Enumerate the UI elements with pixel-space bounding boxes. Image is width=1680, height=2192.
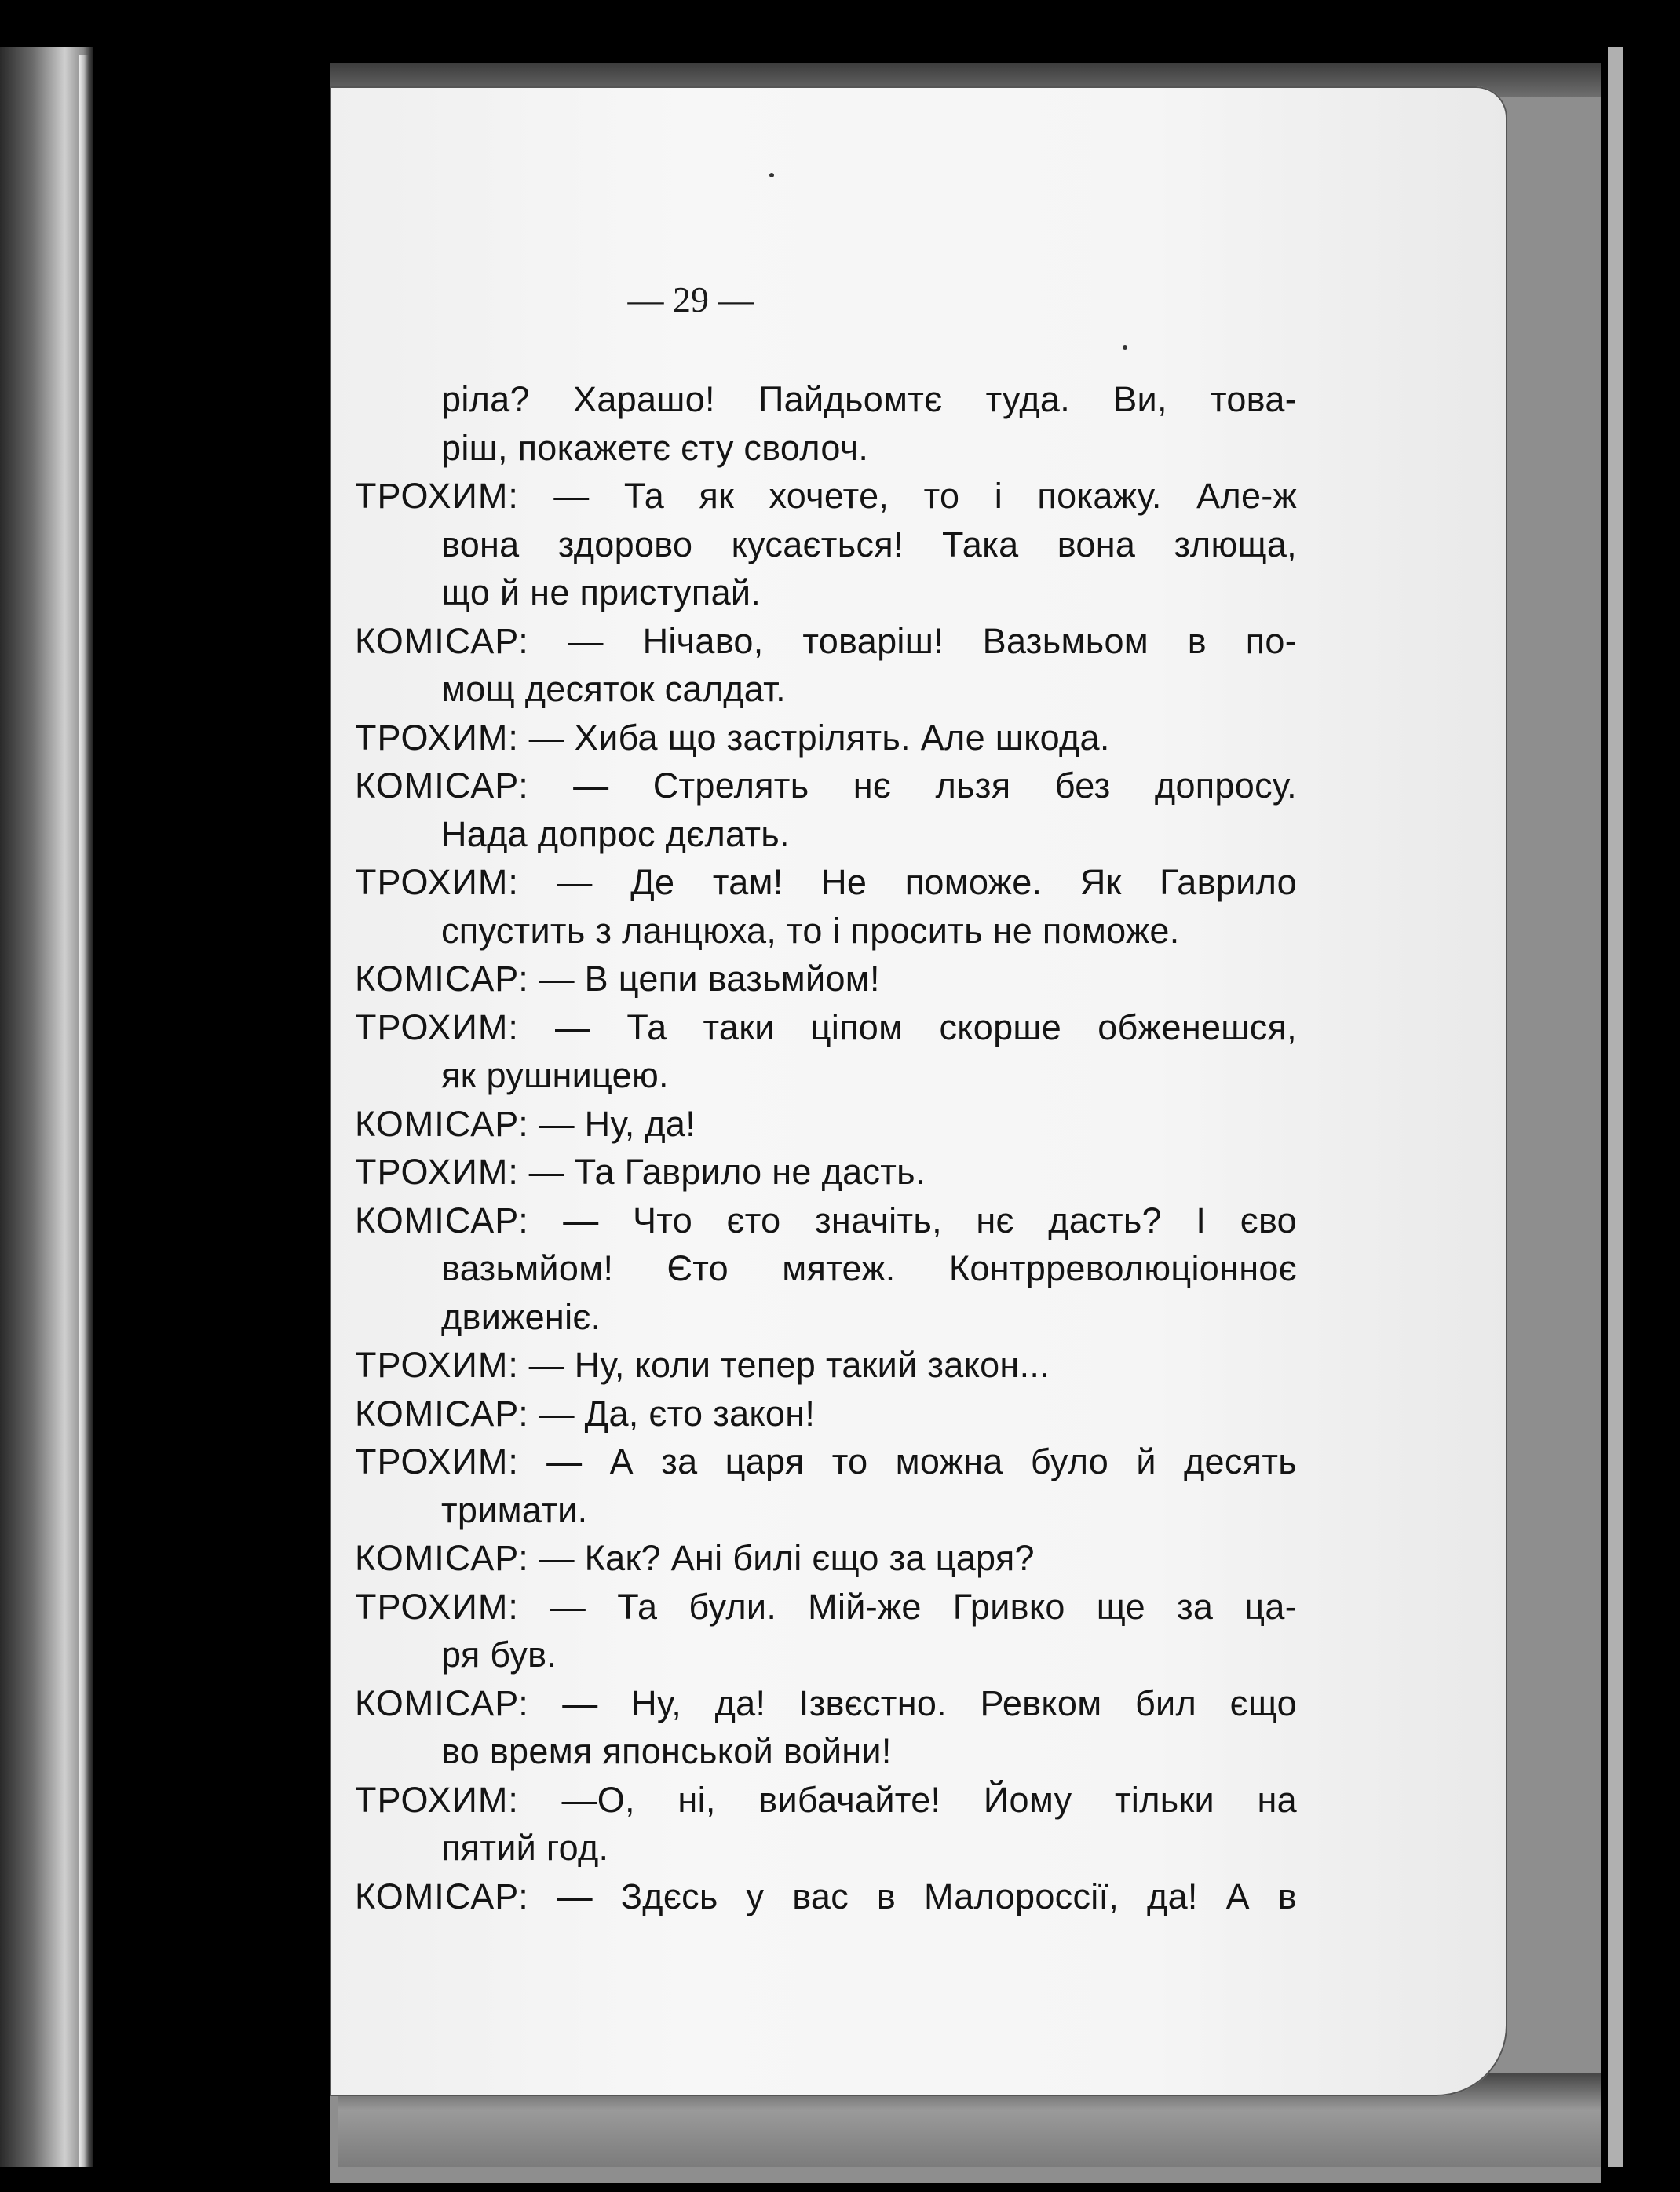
line-text: вазьмйом! Єто мятеж. Контрреволюціонноє: [441, 1248, 1297, 1288]
page-number: [0, 279, 942, 320]
continuation-line: [355, 424, 1297, 473]
line-content: [355, 1390, 1297, 1438]
line-content: [355, 1583, 1297, 1631]
line-content: [441, 1293, 1297, 1342]
speaker-name: ТРОХИМ:: [355, 717, 519, 758]
line-text: — Ну, да!: [539, 1103, 696, 1144]
line-content: [355, 858, 1297, 907]
speaker-name: ТРОХИМ:: [355, 1152, 519, 1192]
line-text: — Де там! Не поможе. Як Гаврило: [557, 862, 1297, 902]
line-content: [355, 1776, 1297, 1825]
line-content: [441, 1727, 1297, 1776]
line-text: — Что єто значіть, нє дасть? І єво: [563, 1200, 1297, 1240]
speaker-name: КОМІСАР:: [355, 620, 529, 661]
speaker-name: КОМІСАР:: [355, 1103, 529, 1144]
line-text: Нада допрос дєлать.: [441, 813, 790, 854]
speech-line: [355, 1872, 1297, 1921]
line-text: движеніє.: [441, 1296, 601, 1337]
speech-line: [355, 472, 1297, 521]
line-content: [355, 1003, 1297, 1052]
continuation-line: [355, 1486, 1297, 1535]
line-content: [355, 1148, 1297, 1196]
speaker-name: ТРОХИМ:: [355, 1779, 519, 1820]
speaker-name: КОМІСАР:: [355, 1682, 529, 1723]
line-text: ря був.: [441, 1635, 557, 1675]
line-text: пятий год.: [441, 1828, 609, 1868]
speaker-name: КОМІСАР:: [355, 1876, 529, 1916]
continuation-line: [355, 1051, 1297, 1100]
line-content: [441, 907, 1297, 955]
page-number-text: — 29 —: [627, 279, 754, 320]
speaker-name: КОМІСАР:: [355, 1393, 529, 1434]
line-text: — Ну, да! Ізвєстно. Ревком бил єщо: [562, 1682, 1297, 1723]
line-content: [441, 424, 1297, 473]
continuation-line: [355, 1824, 1297, 1872]
line-content: [355, 1679, 1297, 1728]
line-text: як рушницею.: [441, 1055, 669, 1095]
line-content: [441, 1631, 1297, 1679]
line-content: [441, 665, 1297, 714]
speaker-name: ТРОХИМ:: [355, 1441, 519, 1481]
line-text: во время японськой войни!: [441, 1731, 892, 1771]
line-text: —О, ні, вибачайте! Йому тільки на: [561, 1779, 1297, 1820]
continuation-line: [355, 1293, 1297, 1342]
continuation-line: [355, 907, 1297, 955]
line-text: — Стрелять нє льзя без допросу.: [573, 765, 1297, 806]
speech-line: [355, 1776, 1297, 1825]
line-text: — Как? Ані билі єщо за царя?: [539, 1538, 1035, 1578]
line-text: — Здєсь у вас в Малороссії, да! А в: [557, 1876, 1297, 1916]
speech-line: [355, 955, 1297, 1003]
speech-line: [355, 617, 1297, 666]
line-text: — Та таки ціпом скорше обженешся,: [554, 1006, 1297, 1047]
line-text: ріла? Харашо! Пайдьомтє туда. Ви, това-: [441, 379, 1297, 419]
speech-line: [355, 1438, 1297, 1486]
line-content: [441, 1244, 1297, 1293]
line-text: тримати.: [441, 1489, 588, 1530]
speech-line: [355, 1196, 1297, 1245]
speech-line: [355, 1100, 1297, 1149]
speaker-name: КОМІСАР:: [355, 765, 529, 806]
line-content: [441, 1824, 1297, 1872]
spine-edge: [79, 55, 89, 2167]
line-text: спустить з ланцюха, то і просить не поможе.: [441, 910, 1180, 951]
play-text-body: [355, 375, 1297, 1920]
continuation-line: [355, 1244, 1297, 1293]
speech-line: [355, 1148, 1297, 1196]
continuation-line: [355, 375, 1297, 424]
speaker-name: ТРОХИМ:: [355, 476, 519, 516]
speech-line: [355, 762, 1297, 810]
line-content: [355, 617, 1297, 666]
line-text: — Нічаво, товаріш! Вазьмьом в по-: [568, 620, 1297, 661]
page-speck: [1123, 345, 1127, 350]
speaker-name: КОМІСАР:: [355, 959, 529, 999]
page-speck: [769, 173, 774, 177]
line-content: [441, 1486, 1297, 1535]
continuation-line: [355, 1727, 1297, 1776]
line-content: [441, 568, 1297, 617]
line-content: [355, 1100, 1297, 1149]
speech-line: [355, 714, 1297, 762]
line-content: [355, 762, 1297, 810]
speech-line: [355, 1390, 1297, 1438]
line-content: [355, 955, 1297, 1003]
line-text: — Та як хочете, то і покажу. Але-ж: [553, 476, 1297, 516]
line-content: [355, 1438, 1297, 1486]
line-content: [355, 472, 1297, 521]
speech-line: [355, 1534, 1297, 1583]
speech-line: [355, 1003, 1297, 1052]
speaker-name: ТРОХИМ:: [355, 1345, 519, 1385]
continuation-line: [355, 665, 1297, 714]
speaker-name: ТРОХИМ:: [355, 1006, 519, 1047]
speech-line: [355, 1679, 1297, 1728]
line-text: — А за царя то можна було й десять: [546, 1441, 1297, 1481]
line-content: [355, 1196, 1297, 1245]
line-text: мощ десяток салдат.: [441, 669, 786, 709]
speaker-name: КОМІСАР:: [355, 1538, 529, 1578]
line-text: — Хиба що застрілять. Але шкода.: [528, 717, 1110, 758]
line-text: — Та Гаврило не дасть.: [528, 1152, 926, 1192]
line-content: [441, 375, 1297, 424]
line-content: [355, 1341, 1297, 1390]
line-text: що й не приступай.: [441, 572, 761, 612]
line-content: [441, 521, 1297, 569]
continuation-line: [355, 521, 1297, 569]
continuation-line: [355, 1631, 1297, 1679]
line-content: [441, 1051, 1297, 1100]
line-text: — Та були. Мій-же Гривко ще за ца-: [550, 1586, 1297, 1627]
line-content: [355, 1872, 1297, 1921]
speaker-name: КОМІСАР:: [355, 1200, 529, 1240]
continuation-line: [355, 568, 1297, 617]
speaker-name: ТРОХИМ:: [355, 1586, 519, 1627]
line-content: [355, 1534, 1297, 1583]
continuation-line: [355, 810, 1297, 859]
line-text: — Ну, коли тепер такий закон...: [528, 1345, 1050, 1385]
speech-line: [355, 858, 1297, 907]
line-text: вона здорово кусається! Така вона злюща,: [441, 524, 1297, 564]
line-content: [355, 714, 1297, 762]
line-text: — В цепи вазьмйом!: [539, 959, 880, 999]
speech-line: [355, 1341, 1297, 1390]
speaker-name: ТРОХИМ:: [355, 862, 519, 902]
speech-line: [355, 1583, 1297, 1631]
line-text: ріш, покажетє єту сволоч.: [441, 427, 869, 468]
line-content: [441, 810, 1297, 859]
line-text: — Да, єто закон!: [539, 1393, 816, 1434]
right-edge-strip: [1608, 47, 1623, 2167]
